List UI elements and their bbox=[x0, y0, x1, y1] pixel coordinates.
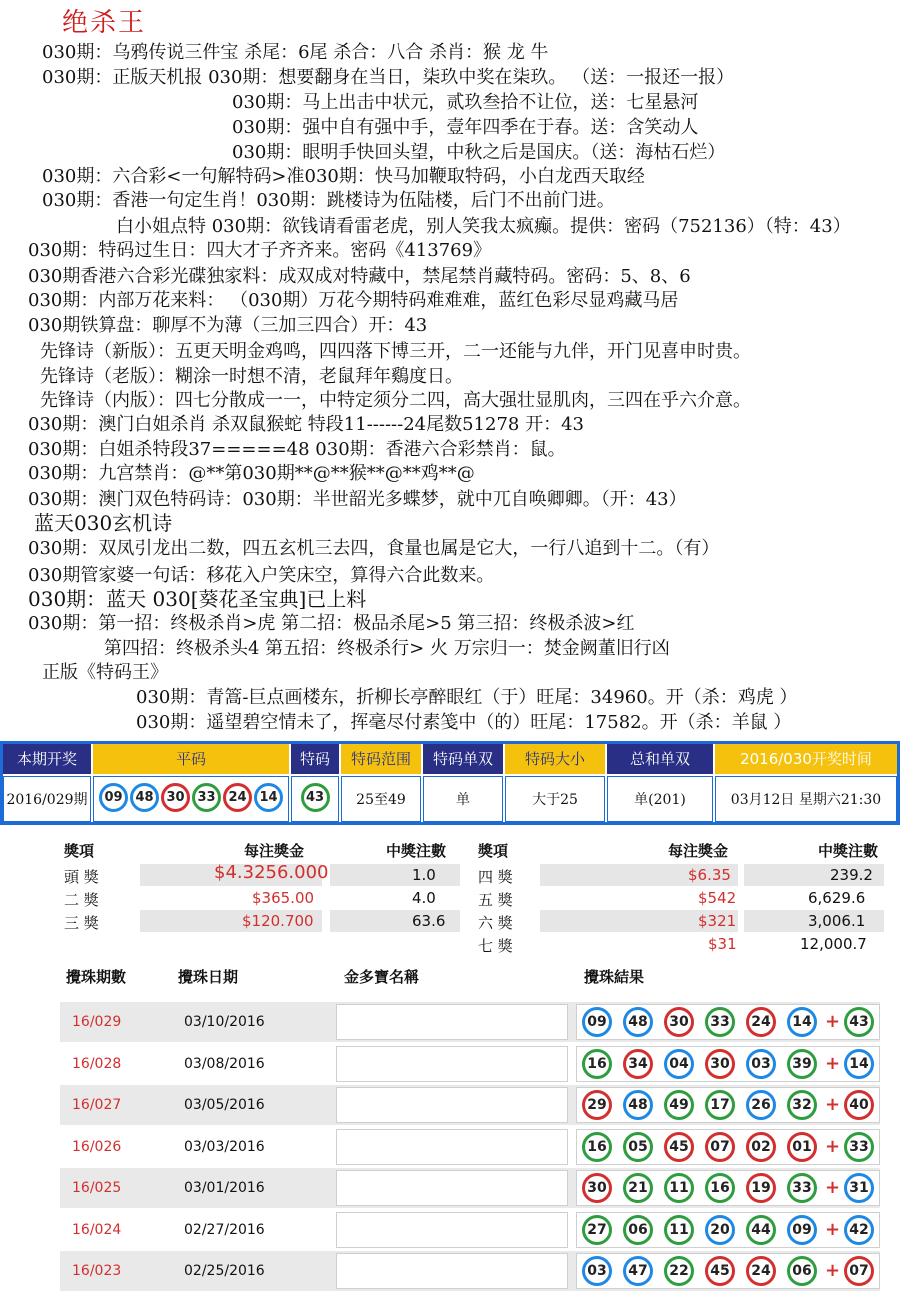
header-draw-time: 2016/030开奖时间 bbox=[715, 744, 897, 774]
text-line: 正版《特码王》 bbox=[42, 662, 168, 683]
number-ball: 22 bbox=[664, 1256, 694, 1286]
text-line: 030期：青篙-巨点画楼东，折柳长亭醉眼红（于）旺尾：34960。开（杀：鸡虎 ） bbox=[136, 687, 798, 708]
number-ball: 33 bbox=[705, 1007, 735, 1037]
history-header-issue: 攪珠期數 bbox=[66, 968, 127, 986]
plus-sign: + bbox=[825, 1177, 841, 1198]
header-special-range: 特码范围 bbox=[341, 744, 421, 774]
number-ball: 19 bbox=[746, 1173, 776, 1203]
text-line: 030期：澳门双色特码诗：030期：半世韶光多蝶梦，就中兀自唤卿卿。（开：43） bbox=[28, 489, 687, 510]
special-ball-cell bbox=[291, 776, 339, 822]
prize-header-name: 獎項 bbox=[478, 842, 509, 860]
history-date: 02/25/2016 bbox=[184, 1263, 265, 1279]
special-ball: 40 bbox=[844, 1090, 874, 1120]
number-ball: 27 bbox=[582, 1215, 612, 1245]
prize-name: 七 獎 bbox=[478, 937, 513, 955]
history-row bbox=[60, 1168, 880, 1208]
history-row bbox=[60, 1127, 880, 1167]
prize-amount: $365.00 bbox=[252, 889, 315, 907]
number-ball: 33 bbox=[787, 1173, 817, 1203]
number-ball: 06 bbox=[623, 1215, 653, 1245]
number-ball: 14 bbox=[254, 783, 283, 812]
text-line: 030期：特码过生日：四大才子齐齐来。密码《413769》 bbox=[28, 240, 492, 261]
number-ball: 14 bbox=[787, 1007, 817, 1037]
history-header-date: 攪珠日期 bbox=[178, 968, 239, 986]
history-name-cell bbox=[336, 1212, 568, 1248]
history-header-result: 攪珠結果 bbox=[584, 968, 645, 986]
number-ball: 17 bbox=[705, 1090, 735, 1120]
history-date: 03/01/2016 bbox=[184, 1180, 265, 1196]
prize-count: 6,629.6 bbox=[808, 889, 866, 907]
history-row bbox=[60, 1251, 880, 1291]
history-issue: 16/024 bbox=[72, 1221, 122, 1238]
header-special: 特码 bbox=[291, 744, 339, 774]
number-ball: 09 bbox=[787, 1215, 817, 1245]
prize-name: 五 獎 bbox=[478, 891, 513, 909]
history-issue: 16/027 bbox=[72, 1097, 122, 1113]
odd-even-cell: 单 bbox=[423, 776, 503, 822]
history-issue: 16/026 bbox=[72, 1138, 122, 1155]
number-ball: 07 bbox=[705, 1132, 735, 1162]
header-current-draw: 本期开奖 bbox=[3, 744, 91, 774]
history-name-cell bbox=[336, 1046, 568, 1082]
special-ball: 33 bbox=[844, 1132, 874, 1162]
prize-count: 3,006.1 bbox=[808, 912, 866, 930]
prize-count: 63.6 bbox=[412, 912, 446, 930]
text-line: 030期：乌鸦传说三件宝 杀尾：6尾 杀合：八合 杀肖：猴 龙 牛 bbox=[42, 42, 549, 63]
header-sum-odd-even: 总和单双 bbox=[607, 744, 713, 774]
prize-amount: $542 bbox=[698, 889, 737, 907]
history-row bbox=[60, 1085, 880, 1125]
plus-sign: + bbox=[825, 1011, 841, 1032]
number-ball: 26 bbox=[746, 1090, 776, 1120]
number-ball: 48 bbox=[130, 783, 159, 812]
history-date: 03/05/2016 bbox=[184, 1097, 265, 1113]
plus-sign: + bbox=[825, 1218, 841, 1240]
number-ball: 16 bbox=[705, 1173, 735, 1203]
number-ball: 03 bbox=[746, 1049, 776, 1079]
special-ball: 43 bbox=[844, 1007, 874, 1037]
number-ball: 30 bbox=[161, 783, 190, 812]
issue-cell: 2016/029期 bbox=[3, 776, 91, 822]
header-special-odd-even: 特码单双 bbox=[423, 744, 503, 774]
number-ball: 16 bbox=[582, 1049, 612, 1079]
prize-name: 三 獎 bbox=[64, 914, 99, 932]
plus-sign: + bbox=[825, 1135, 841, 1157]
prize-amount: $6.35 bbox=[688, 866, 731, 884]
history-date: 03/08/2016 bbox=[184, 1055, 265, 1072]
draw-time-cell: 03月12日 星期六21:30 bbox=[715, 776, 897, 822]
history-name-cell bbox=[336, 1087, 568, 1123]
number-ball: 30 bbox=[705, 1049, 735, 1079]
history-date: 02/27/2016 bbox=[184, 1221, 265, 1238]
text-line: 030期：内部万花来料： （030期）万花今期特码难难难，蓝红色彩尽显鸡藏马居 bbox=[28, 290, 679, 311]
text-line: 030期：强中自有强中手，壹年四季在于春。送：含笑动人 bbox=[232, 117, 699, 138]
history-row bbox=[60, 1044, 880, 1084]
number-ball: 44 bbox=[746, 1215, 776, 1245]
history-issue: 16/029 bbox=[72, 1014, 122, 1030]
text-line: 030期：澳门白姐杀肖 杀双鼠猴蛇 特段11------24尾数51278 开：43 bbox=[28, 414, 584, 435]
number-ball: 01 bbox=[787, 1132, 817, 1162]
history-row bbox=[60, 1002, 880, 1042]
text-line: 先锋诗（内版）：四七分散成一一，中特定须分二四，高大强壮显肌肉，三四在乎六介意。 bbox=[40, 390, 751, 411]
special-ball: 07 bbox=[844, 1256, 874, 1286]
prize-name: 六 獎 bbox=[478, 914, 513, 932]
history-issue: 16/023 bbox=[72, 1263, 122, 1279]
number-ball: 47 bbox=[623, 1256, 653, 1286]
number-ball: 33 bbox=[192, 783, 221, 812]
text-line: 030期：白姐杀特段37=====48 030期：香港六合彩禁肖：鼠。 bbox=[28, 439, 566, 460]
text-line: 030期：眼明手快回头望，中秋之后是国庆。（送：海枯石烂） bbox=[232, 142, 726, 163]
number-ball: 39 bbox=[787, 1049, 817, 1079]
number-ball: 11 bbox=[664, 1173, 694, 1203]
prize-amount: $31 bbox=[708, 935, 737, 953]
text-line: 030期：正版天机报 030期：想要翻身在当日，柒玖中奖在柒玖。 （送：一报还一报） bbox=[42, 67, 735, 88]
prize-name: 二 獎 bbox=[64, 891, 99, 909]
text-line: 先锋诗（老版）：糊涂一时想不清，老鼠拜年鷄度日。 bbox=[40, 366, 463, 387]
history-name-cell bbox=[336, 1170, 568, 1206]
prize-amount: $321 bbox=[698, 912, 737, 930]
text-line: 蓝天030玄机诗 bbox=[34, 511, 173, 535]
number-ball: 05 bbox=[623, 1132, 653, 1162]
prize-count: 4.0 bbox=[412, 889, 436, 907]
number-ball: 45 bbox=[705, 1256, 735, 1286]
text-line: 030期铁算盘：聊厚不为薄（三加三四合）开：43 bbox=[28, 315, 428, 336]
prize-name: 頭 獎 bbox=[64, 868, 99, 886]
number-ball: 32 bbox=[787, 1090, 817, 1120]
special-ball: 31 bbox=[844, 1173, 874, 1203]
text-line: 先锋诗（新版）：五更天明金鸡鸣，四四落下博三开，二一还能与九伴，开门见喜申时贵。 bbox=[40, 341, 751, 362]
number-ball: 34 bbox=[623, 1049, 653, 1079]
text-line: 030期：香港一句定生肖！030期：跳楼诗为伍陆楼，后门不出前门进。 bbox=[42, 190, 615, 211]
number-ball: 20 bbox=[705, 1215, 735, 1245]
number-ball: 06 bbox=[787, 1256, 817, 1286]
history-name-cell bbox=[336, 1253, 568, 1289]
history-date: 03/10/2016 bbox=[184, 1014, 265, 1030]
prize-header-name: 獎項 bbox=[64, 842, 95, 860]
text-line: 030期管家婆一句话：移花入户笑床空，算得六合此数来。 bbox=[28, 565, 495, 586]
text-line: 030期香港六合彩光碟独家料：成双成对特藏中，禁尾禁肖藏特码。密码：5、8、6 bbox=[28, 266, 691, 287]
plus-sign: + bbox=[825, 1052, 841, 1074]
number-ball: 11 bbox=[664, 1215, 694, 1245]
text-line: 030期：遥望碧空情未了，挥毫尽付素笺中（的）旺尾：17582。开（杀：羊鼠 ） bbox=[136, 712, 792, 733]
prize-count: 239.2 bbox=[830, 866, 873, 884]
text-line: 030期：第一招：终极杀肖>虎 第二招：极品杀尾>5 第三招：终极杀波>红 bbox=[28, 613, 635, 634]
number-ball: 30 bbox=[664, 1007, 694, 1037]
number-ball: 43 bbox=[301, 783, 330, 812]
history-header-name: 金多寶名稱 bbox=[344, 968, 420, 986]
number-ball: 04 bbox=[664, 1049, 694, 1079]
regular-balls-cell bbox=[93, 776, 289, 822]
prize-amount: $4.3256.000 bbox=[214, 862, 329, 883]
prize-count: 1.0 bbox=[412, 866, 436, 884]
number-ball: 24 bbox=[746, 1256, 776, 1286]
text-line: 030期：马上出击中状元，贰玖叁拾不让位，送：七星悬河 bbox=[232, 92, 699, 113]
prize-count: 12,000.7 bbox=[800, 935, 867, 953]
text-line: 第四招：终极杀头4 第五招：终极杀行> 火 万宗归一：焚金阙董旧行凶 bbox=[104, 638, 670, 659]
plus-sign: + bbox=[825, 1260, 841, 1281]
number-ball: 16 bbox=[582, 1132, 612, 1162]
history-issue: 16/028 bbox=[72, 1055, 122, 1072]
number-ball: 09 bbox=[99, 783, 128, 812]
number-ball: 03 bbox=[582, 1256, 612, 1286]
prize-header-amount: 每注獎金 bbox=[668, 842, 729, 860]
number-ball: 02 bbox=[746, 1132, 776, 1162]
range-cell: 25至49 bbox=[341, 776, 421, 822]
number-ball: 48 bbox=[623, 1007, 653, 1037]
number-ball: 45 bbox=[664, 1132, 694, 1162]
header-regular: 平码 bbox=[93, 744, 289, 774]
number-ball: 29 bbox=[582, 1090, 612, 1120]
history-issue: 16/025 bbox=[72, 1180, 122, 1196]
text-line: 030期：双凤引龙出二数，四五玄机三去四，食量也属是它大，一行八追到十二。（有） bbox=[28, 538, 720, 559]
number-ball: 24 bbox=[746, 1007, 776, 1037]
number-ball: 30 bbox=[582, 1173, 612, 1203]
text-line: 白小姐点特 030期：欲钱请看雷老虎，别人笑我太疯癫。提供：密码（752136）（特：43） bbox=[116, 216, 851, 237]
results-bar bbox=[0, 741, 900, 825]
prize-header-count: 中獎注數 bbox=[386, 842, 447, 860]
header-special-size: 特码大小 bbox=[505, 744, 605, 774]
prize-header-amount: 每注獎金 bbox=[244, 842, 305, 860]
number-ball: 48 bbox=[623, 1090, 653, 1120]
number-ball: 49 bbox=[664, 1090, 694, 1120]
special-ball: 14 bbox=[844, 1049, 874, 1079]
number-ball: 09 bbox=[582, 1007, 612, 1037]
text-line: 030期：蓝天 030[葵花圣宝典]已上料 bbox=[28, 587, 367, 611]
plus-sign: + bbox=[825, 1094, 841, 1115]
special-ball: 42 bbox=[844, 1215, 874, 1245]
history-row bbox=[60, 1210, 880, 1250]
prize-header-count: 中獎注數 bbox=[818, 842, 879, 860]
prize-name: 四 獎 bbox=[478, 868, 513, 886]
history-date: 03/03/2016 bbox=[184, 1138, 265, 1155]
page-title: 绝杀王 bbox=[62, 8, 147, 38]
size-cell: 大于25 bbox=[505, 776, 605, 822]
history-name-cell bbox=[336, 1004, 568, 1040]
text-line: 030期：九宫禁肖：@**第030期**@**猴**@**鸡**@ bbox=[28, 463, 475, 484]
text-line: 030期：六合彩<一句解特码>准030期：快马加鞭取特码，小白龙西天取经 bbox=[42, 166, 645, 187]
prize-amount: $120.700 bbox=[242, 912, 314, 930]
sum-odd-even-cell: 单(201) bbox=[607, 776, 713, 822]
number-ball: 24 bbox=[223, 783, 252, 812]
history-name-cell bbox=[336, 1129, 568, 1165]
number-ball: 21 bbox=[623, 1173, 653, 1203]
